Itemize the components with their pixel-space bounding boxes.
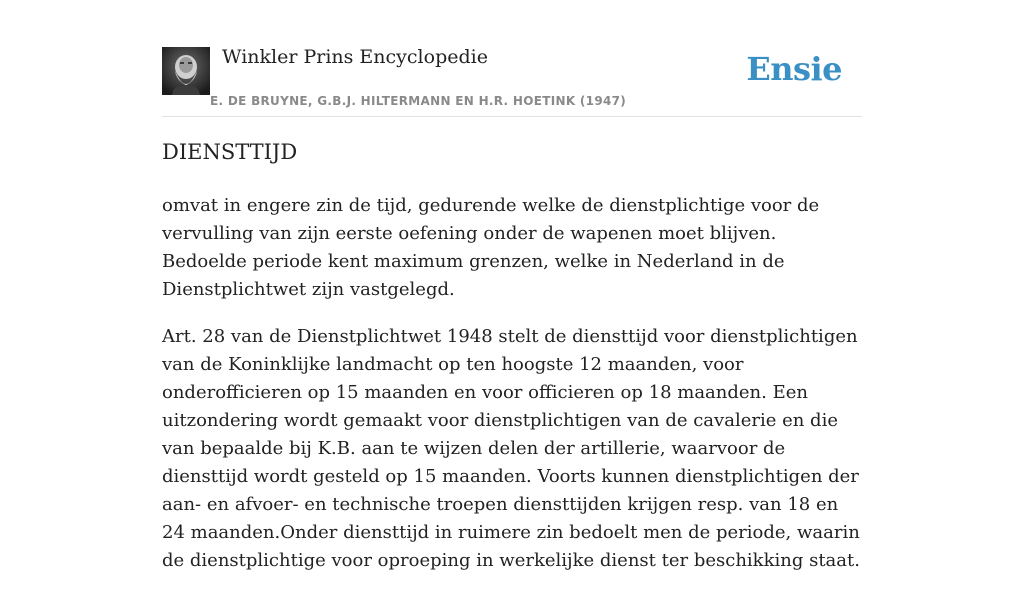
entry-title: DIENSTTIJD	[162, 140, 298, 164]
author-avatar	[162, 47, 210, 95]
entry-paragraph-2: Art. 28 van de Dienstplichtwet 1948 stelt de diensttijd voor dienstplichtigen van de Koninklijke landmacht op ten hoogste 12 maanden, voor onderofficieren op 15 maanden en voor officieren op 18 maanden. Een uitzondering wordt gemaakt voor dienstplichtigen van de cavalerie en die van bepaalde bij K.B. aan te wijzen delen der artillerie, waarvoor de diensttijd wordt gesteld op 15 maanden. Voorts kunnen dienstplichtigen der aan- en afvoer- en technische troepen diensttijden krijgen resp. van 18 en 24 maanden.Onder diensttijd in ruimere zin bedoelt men de periode, waarin de dienstplichtige voor oproeping in werkelijke dienst ter beschikking staat.	[162, 326, 860, 571]
authors-byline: E. DE BRUYNE, G.B.J. HILTERMANN EN H.R. HOETINK (1947)	[210, 94, 627, 108]
publication-header	[162, 44, 862, 117]
entry-content	[162, 192, 866, 594]
ensie-logo-link[interactable]: Ensie	[746, 50, 842, 88]
entry-paragraph-1: omvat in engere zin de tijd, gedurende welke de dienstplichtige voor de vervulling van zijn eerste oefening onder de wapenen moet blijven. Bedoelde periode kent maximum grenzen, welke in Nederland in de Dienstplichtwet zijn vastgelegd.	[162, 195, 820, 300]
publication-title[interactable]: Winkler Prins Encyclopedie	[222, 46, 488, 68]
